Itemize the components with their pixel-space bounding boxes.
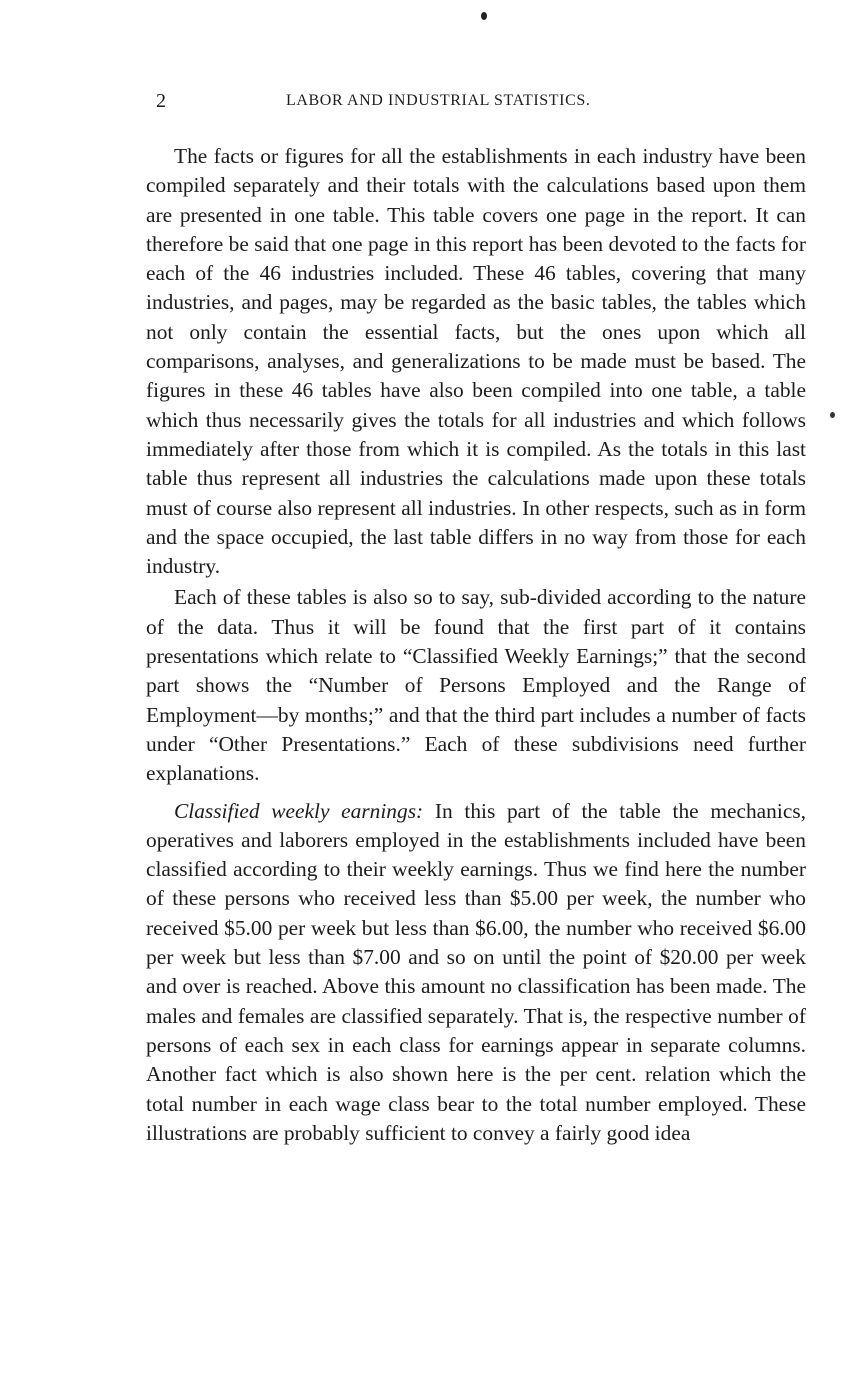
body-text [146,142,806,1148]
paragraph: The facts or figures for all the establishments in each industry have been compiled separately and their totals with the calculations based upon them are presented in one table. This table covers one page in the report. It can therefore be said that one page in this report has been devoted to the facts for each of the 46 industries included. These 46 tables, covering that many industries, and pages, may be regarded as the basic tables, the tables which not only contain the essential facts, but the ones upon which all comparisons, analyses, and generalizations to be made must be based. The figures in these 46 tables have also been compiled into one table, a table which thus necessarily gives the totals for all industries and which follows immediately after those from which it is compiled. As the totals in this last table thus represent all industries the calculations made upon these totals must of course also represent all industries. In other respects, such as in form and the space occupied, the last table differs in no way from those for each industry. [146,144,806,579]
running-title: LABOR AND INDUSTRIAL STATISTICS. [286,92,591,109]
page-number: 2 [156,90,166,112]
paragraph: Each of these tables is also so to say, sub-divided according to the nature of the data. Thus it will be found that the first part of it contains presentations which relate to “Classified Weekly Earnings;” that the second part shows the “Number of Persons Employed and the Range of Employment—by months;” and that the third part includes a number of facts under “Other Presentations.” Each of these subdivisions need further explanations. [146,585,806,786]
ink-speck [481,12,487,20]
ink-speck [830,412,835,418]
page-header [156,90,681,116]
paragraph [146,797,806,1149]
section-lead-in: Classified weekly earnings: [174,798,424,823]
paragraph-text: In this part of the table the mechanics, operatives and laborers employed in the establishments included have been classified according to their weekly earnings. Thus we find here the number of these persons who received less than $5.00 per week, the number who received $5.00 per week but less than $6.00, the number who received $6.00 per week but less than $7.00 and so on until the point of $20.00 per week and over is reached. Above this amount no classification has been made. The males and females are classified separately. That is, the respective number of persons of each sex in each class for earnings appear in separate columns. Another fact which is also shown here is the per cent. relation which the total number in each wage class bear to the total number employed. These illustrations are probably sufficient to convey a fairly good idea [146,798,806,1145]
